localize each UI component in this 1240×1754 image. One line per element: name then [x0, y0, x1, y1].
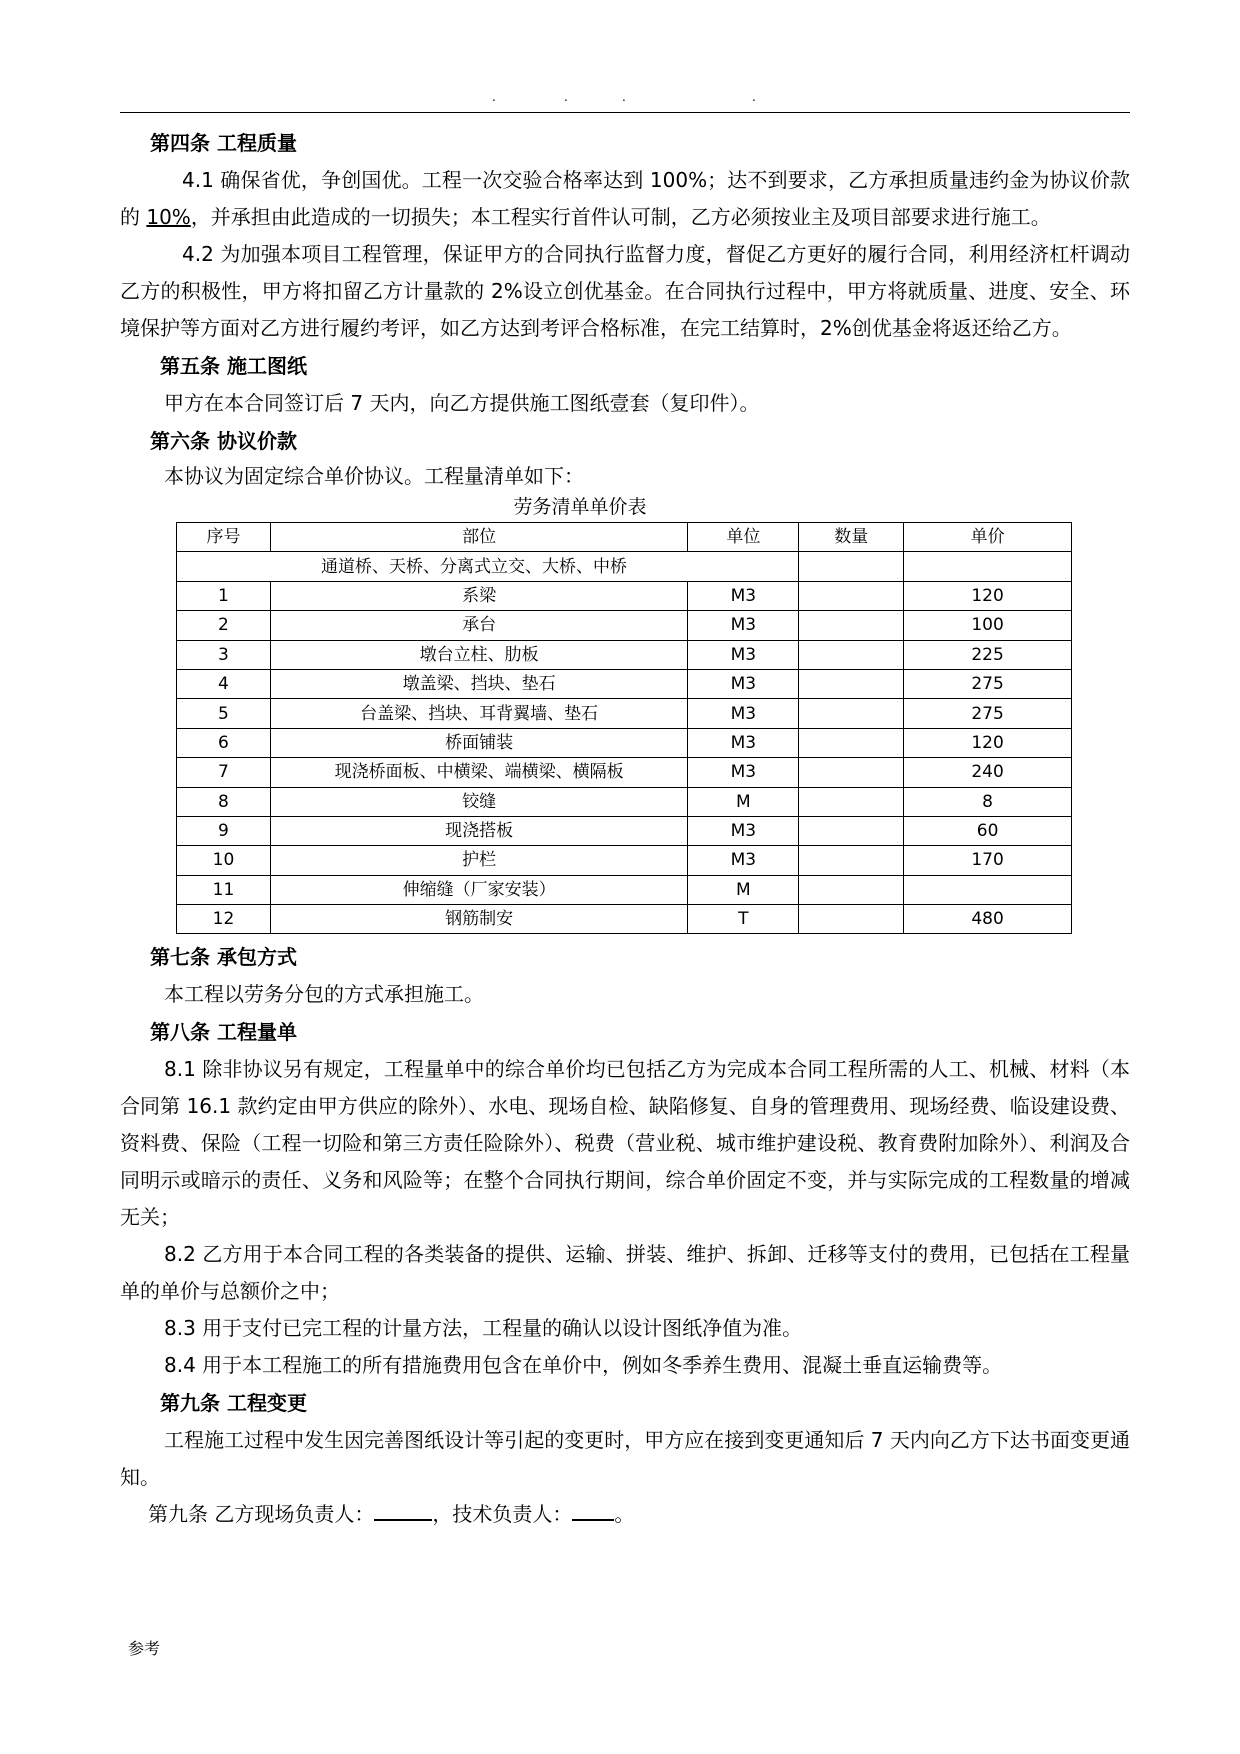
- header-cell-qty: 数量: [799, 523, 904, 552]
- row-unit-cell: M3: [688, 581, 799, 610]
- row-part-cell: 铰缝: [270, 787, 688, 816]
- section-7-heading: 第七条 承包方式: [150, 945, 297, 970]
- header-dot: .: [752, 90, 756, 104]
- header-cell-price: 单价: [904, 523, 1072, 552]
- row-part-cell: 钢筋制安: [270, 905, 688, 934]
- row-no-cell: 6: [177, 728, 271, 757]
- section-7-text: 本工程以劳务分包的方式承担施工。: [164, 982, 484, 1007]
- row-price-cell: 8: [904, 787, 1072, 816]
- site-manager-label: 第九条 乙方现场负责人：: [148, 1502, 375, 1527]
- row-qty-cell: [799, 728, 904, 757]
- header-dot: .: [622, 90, 626, 104]
- clause-4-2: 4.2 为加强本项目工程管理，保证甲方的合同执行监督力度，督促乙方更好的履行合同，利用经济杠杆调动乙方的积极性，甲方将扣留乙方计量款的 2%设立创优基金。在合同执行过程中，甲方将就质量、进度、安全、环境保护等方面对乙方进行履约考评，如乙方达到考评合格标准，在完工结算时，2%创优基金将返还给乙方。: [120, 242, 1130, 340]
- row-qty-cell: [799, 875, 904, 904]
- table-row: [177, 581, 1072, 610]
- section-6-text: 本协议为固定综合单价协议。工程量清单如下：: [164, 464, 584, 488]
- clause-4-1-underlined: 10%: [146, 205, 191, 229]
- row-unit-cell: M3: [688, 699, 799, 728]
- row-no-cell: 3: [177, 640, 271, 669]
- row-no-cell: 10: [177, 846, 271, 875]
- table-row: [177, 846, 1072, 875]
- header-dot: .: [564, 90, 568, 104]
- section-8-heading: 第八条 工程量单: [150, 1020, 297, 1045]
- row-no-cell: 9: [177, 816, 271, 845]
- table-body: [177, 581, 1072, 934]
- row-qty-cell: [799, 758, 904, 787]
- group-empty-cell: [904, 552, 1072, 581]
- section-5-heading: 第五条 施工图纸: [160, 354, 307, 378]
- row-price-cell: 120: [904, 581, 1072, 610]
- row-qty-cell: [799, 699, 904, 728]
- table-row: [177, 758, 1072, 787]
- row-unit-cell: M3: [688, 728, 799, 757]
- row-unit-cell: M3: [688, 669, 799, 698]
- table-row: [177, 699, 1072, 728]
- section-6-heading: 第六条 协议价款: [150, 429, 297, 453]
- technical-lead-blank[interactable]: [572, 1501, 614, 1521]
- group-empty-cell: [799, 552, 904, 581]
- row-unit-cell: M: [688, 875, 799, 904]
- technical-lead-label: ，技术负责人：: [432, 1502, 573, 1527]
- row-price-cell: 275: [904, 669, 1072, 698]
- clause-8-1: 8.1 除非协议另有规定，工程量单中的综合单价均已包括乙方为完成本合同工程所需的人工、机械、材料（本合同第 16.1 款约定由甲方供应的除外）、水电、现场自检、缺陷修复、自身的管理费用、现场经费、临设建设费、资料费、保险（工程一切险和第三方责任险除外）、税费（营业税、城市维护建设税、教育费附加除外）、利润及合同明示或暗示的责任、义务和风险等；在整个合同执行期间，综合单价固定不变，并与实际完成的工程数量的增减无关；: [120, 1057, 1130, 1230]
- table-header-row: [177, 523, 1072, 552]
- clause-8-2: 8.2 乙方用于本合同工程的各类装备的提供、运输、拼装、维护、拆卸、迁移等支付的费用，已包括在工程量单的单价与总额价之中；: [120, 1242, 1130, 1304]
- table-row: [177, 787, 1072, 816]
- row-price-cell: 170: [904, 846, 1072, 875]
- row-part-cell: 承台: [270, 611, 688, 640]
- document-body: [120, 124, 1130, 1533]
- row-part-cell: 系梁: [270, 581, 688, 610]
- section-9-text: 工程施工过程中发生因完善图纸设计等引起的变更时，甲方应在接到变更通知后 7 天内向乙方下达书面变更通知。: [120, 1428, 1130, 1490]
- row-price-cell: 60: [904, 816, 1072, 845]
- group-label: 通道桥、天桥、分离式立交、大桥、中桥: [177, 552, 799, 581]
- row-part-cell: 墩盖梁、挡块、垫石: [270, 669, 688, 698]
- section-4-heading: 第四条 工程质量: [150, 131, 297, 155]
- clause-8-4: 8.4 用于本工程施工的所有措施费用包含在单价中，例如冬季养生费用、混凝土垂直运输费等。: [164, 1353, 1003, 1378]
- row-part-cell: 台盖梁、挡块、耳背翼墙、垫石: [270, 699, 688, 728]
- row-qty-cell: [799, 816, 904, 845]
- row-unit-cell: M3: [688, 611, 799, 640]
- header-rule: [120, 112, 1130, 113]
- row-no-cell: 4: [177, 669, 271, 698]
- row-no-cell: 5: [177, 699, 271, 728]
- row-qty-cell: [799, 581, 904, 610]
- row-qty-cell: [799, 669, 904, 698]
- table-row: [177, 728, 1072, 757]
- header-cell-no: 序号: [177, 523, 271, 552]
- site-manager-blank[interactable]: [374, 1501, 432, 1521]
- row-unit-cell: M3: [688, 758, 799, 787]
- row-part-cell: 现浇桥面板、中横梁、端横梁、横隔板: [270, 758, 688, 787]
- row-qty-cell: [799, 611, 904, 640]
- row-price-cell: [904, 875, 1072, 904]
- row-price-cell: 120: [904, 728, 1072, 757]
- row-unit-cell: M3: [688, 816, 799, 845]
- row-unit-cell: M3: [688, 640, 799, 669]
- row-price-cell: 275: [904, 699, 1072, 728]
- responsible-persons-line: [120, 1496, 1130, 1533]
- row-no-cell: 7: [177, 758, 271, 787]
- clause-4-1-text-b: ，并承担由此造成的一切损失；本工程实行首件认可制，乙方必须按业主及项目部要求进行施工。: [190, 205, 1051, 229]
- table-row: [177, 905, 1072, 934]
- row-unit-cell: M3: [688, 846, 799, 875]
- row-price-cell: 240: [904, 758, 1072, 787]
- table-row: [177, 669, 1072, 698]
- row-price-cell: 480: [904, 905, 1072, 934]
- row-unit-cell: M: [688, 787, 799, 816]
- table-row: [177, 611, 1072, 640]
- table-title: 劳务清单单价表: [513, 496, 647, 518]
- row-qty-cell: [799, 640, 904, 669]
- row-qty-cell: [799, 787, 904, 816]
- line-end-mark: 。: [614, 1502, 635, 1527]
- clause-4-1-text-a: 4.1 确保省优，争创国优。工程一次交验合格率达到 100%；达不到要求，乙方承担质量违约金为协议价款的: [120, 168, 1130, 229]
- table-row: [177, 875, 1072, 904]
- header-cell-part: 部位: [270, 523, 688, 552]
- footer-label: 参考: [128, 1639, 161, 1658]
- row-price-cell: 100: [904, 611, 1072, 640]
- row-part-cell: 伸缩缝（厂家安装）: [270, 875, 688, 904]
- row-price-cell: 225: [904, 640, 1072, 669]
- section-9-heading: 第九条 工程变更: [160, 1391, 307, 1416]
- clause-4-1: [120, 162, 1130, 236]
- header-dots: [120, 90, 1130, 104]
- row-no-cell: 8: [177, 787, 271, 816]
- header-dot: .: [492, 90, 496, 104]
- row-part-cell: 现浇搭板: [270, 816, 688, 845]
- section-5-text: 甲方在本合同签订后 7 天内，向乙方提供施工图纸壹套（复印件）。: [164, 391, 760, 415]
- table-row: [177, 640, 1072, 669]
- rate-table: [176, 522, 1072, 934]
- header-cell-unit: 单位: [688, 523, 799, 552]
- clause-8-3: 8.3 用于支付已完工程的计量方法，工程量的确认以设计图纸净值为准。: [164, 1316, 803, 1341]
- row-qty-cell: [799, 846, 904, 875]
- row-part-cell: 墩台立柱、肋板: [270, 640, 688, 669]
- row-no-cell: 2: [177, 611, 271, 640]
- table-group-row: [177, 552, 1072, 581]
- row-no-cell: 11: [177, 875, 271, 904]
- row-no-cell: 12: [177, 905, 271, 934]
- row-no-cell: 1: [177, 581, 271, 610]
- row-qty-cell: [799, 905, 904, 934]
- row-part-cell: 护栏: [270, 846, 688, 875]
- row-part-cell: 桥面铺装: [270, 728, 688, 757]
- row-unit-cell: T: [688, 905, 799, 934]
- table-row: [177, 816, 1072, 845]
